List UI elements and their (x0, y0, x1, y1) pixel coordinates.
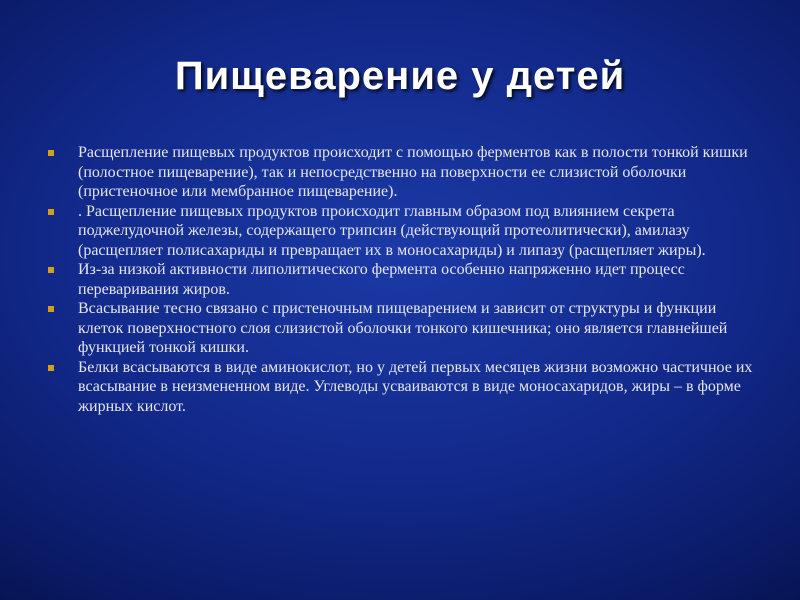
bullet-text: . Расщепление пищевых продуктов происходит главным образом под влиянием секрета поджелудочной железы, содержащего трипсин (действующий протеолитически), амилазу (расщепляет полисахариды и превращает их в моносахариды) и липазу (расщепляет жиры). (78, 202, 706, 259)
bullet-item (46, 358, 758, 417)
bullet-text: Из-за низкой активности липолитического фермента особенно напряженно идет процесс переваривания жиров. (78, 261, 685, 298)
bullet-text: Белки всасываются в виде аминокислот, но у детей первых месяцев жизни возможно частичное их всасывание в неизмененном виде. Углеводы усваиваются в виде моносахаридов, жиры – в форме жирных кислот. (78, 358, 753, 415)
bullet-item (46, 202, 758, 261)
bullet-item (46, 260, 758, 299)
bullet-list (46, 143, 758, 416)
bullet-text: Расщепление пищевых продуктов происходит с помощью ферментов как в полости тонкой кишки (полостное пищеварение), так и непосредственно на поверхности ее слизистой оболочки (пристеночное или мембранное пищеварение). (78, 144, 748, 200)
bullet-text: Всасывание тесно связано с пристеночным пищеварением и зависит от структуры и функции клеток поверхностного слоя слизистой оболочки тонкого кишечника; оно является главнейшей функцией тонкой кишки. (78, 300, 728, 356)
bullet-item (46, 143, 758, 202)
square-bullet-icon (48, 150, 54, 156)
slide-title: Пищеварение у детей (174, 54, 626, 98)
square-bullet-icon (48, 267, 54, 273)
square-bullet-icon (48, 209, 54, 215)
square-bullet-icon (48, 365, 54, 371)
square-bullet-icon (48, 306, 54, 312)
bullet-item (46, 299, 758, 358)
